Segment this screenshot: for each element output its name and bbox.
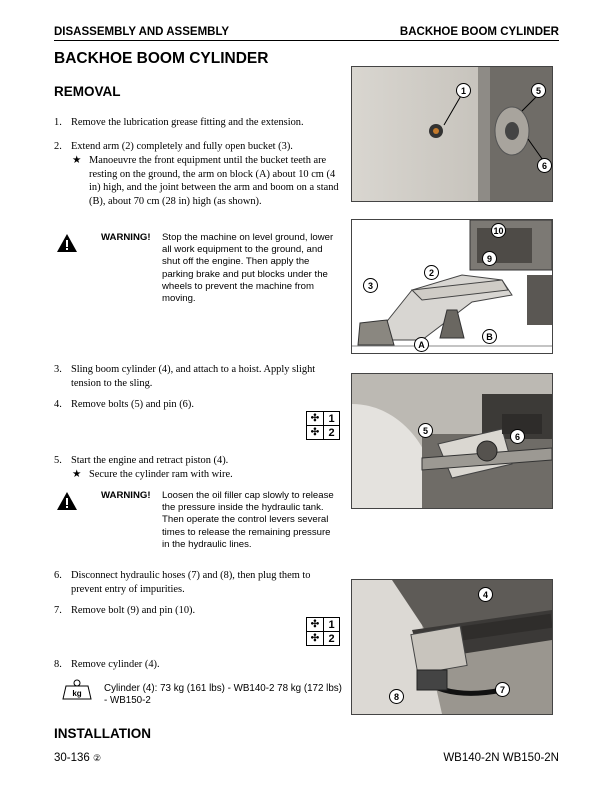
figure-2-photo	[351, 219, 553, 354]
tool-symbol-icon: ✣	[307, 632, 324, 645]
figure-callout: 9	[482, 251, 497, 266]
removal-heading: REMOVAL	[54, 84, 121, 99]
figure-callout: 10	[491, 223, 506, 238]
figure-4-photo	[351, 579, 553, 715]
star-icon: ★	[72, 469, 82, 480]
figure-callout: 6	[537, 158, 552, 173]
step-number: 8.	[54, 659, 62, 670]
step-number: 1.	[54, 117, 62, 128]
step-text: Remove the lubrication grease fitting and the extension.	[71, 117, 304, 128]
step-4	[54, 398, 342, 412]
step-text: Remove bolts (5) and pin (6).	[71, 399, 194, 410]
tool-reference-2: ✣ 2	[306, 631, 340, 646]
step-5	[54, 454, 342, 468]
installation-heading: INSTALLATION	[54, 726, 151, 741]
step-1	[54, 116, 342, 130]
step-number: 3.	[54, 364, 62, 375]
step-number: 7.	[54, 605, 62, 616]
step-text: Start the engine and retract piston (4).	[71, 455, 229, 466]
tool-reference-1: ✣ 1	[306, 617, 340, 632]
model-numbers: WB140-2N WB150-2N	[443, 752, 559, 764]
weight-kg-icon	[62, 678, 92, 705]
warning-triangle-icon	[56, 233, 78, 258]
tool-symbol-icon: ✣	[307, 426, 324, 439]
note-text: Manoeuvre the front equipment until the bucket teeth are resting on the ground, the arm on block (A) about 10 cm (4 in) high, and the joint between the arm and boom on a stand (B), about 70 cm (28 in) high (as shown).	[89, 155, 339, 207]
warning-label: WARNING!	[101, 232, 151, 243]
step-number: 2.	[54, 141, 62, 152]
revision-mark: ②	[93, 753, 102, 763]
figure-callout: 7	[495, 682, 510, 697]
step-number: 5.	[54, 455, 62, 466]
step-text: Extend arm (2) completely and fully open bucket (3).	[71, 141, 293, 152]
tool-reference-2: ✣ 2	[306, 425, 340, 440]
tool-symbol-icon: ✣	[307, 618, 324, 631]
tool-reference-1: ✣ 1	[306, 411, 340, 426]
step-2	[54, 140, 342, 154]
figure-callout: 6	[510, 429, 525, 444]
step-5-note	[72, 468, 344, 482]
note-text: Secure the cylinder ram with wire.	[89, 469, 233, 480]
tool-symbol-icon: ✣	[307, 412, 324, 425]
star-icon: ★	[72, 155, 82, 166]
step-number: 6.	[54, 570, 62, 581]
figure-callout: 2	[424, 265, 439, 280]
step-number: 4.	[54, 399, 62, 410]
figure-callout: A	[414, 337, 429, 352]
page-number: 30-136 ②	[54, 752, 102, 764]
weight-text: Cylinder (4): 73 kg (161 lbs) - WB140-2 78 kg (172 lbs) - WB150-2	[104, 683, 342, 707]
warning-text: Loosen the oil filler cap slowly to release the pressure inside the hydraulic tank. Then operate the control levers several times to release the remaining pressure in the hydraulic lines.	[162, 490, 334, 550]
figure-callout: 8	[389, 689, 404, 704]
step-text: Remove bolt (9) and pin (10).	[71, 605, 196, 616]
figure-callout: 5	[531, 83, 546, 98]
figure-callout: 3	[363, 278, 378, 293]
warning-text: Stop the machine on level ground, lower all work equipment to the ground, and shut off the engine. Then apply the parking brake and put blocks under the wheels to prevent the machine from moving.	[162, 232, 334, 305]
warning-label: WARNING!	[101, 490, 151, 501]
header-left: DISASSEMBLY AND ASSEMBLY	[54, 26, 230, 38]
step-7	[54, 604, 342, 618]
header-rule	[54, 40, 559, 41]
step-text: Disconnect hydraulic hoses (7) and (8), then plug them to prevent entry of impurities.	[71, 570, 311, 595]
step-8	[54, 658, 342, 672]
figure-callout: 4	[478, 587, 493, 602]
step-text: Sling boom cylinder (4), and attach to a hoist. Apply slight tension to the sling.	[71, 364, 316, 389]
step-3	[54, 363, 342, 390]
page-title: BACKHOE BOOM CYLINDER	[54, 50, 269, 67]
warning-triangle-icon	[56, 491, 78, 516]
figure-callout: 1	[456, 83, 471, 98]
figure-3-photo	[351, 373, 553, 509]
figure-1-photo	[351, 66, 553, 202]
step-text: Remove cylinder (4).	[71, 659, 160, 670]
figure-callout: B	[482, 329, 497, 344]
header-right: BACKHOE BOOM CYLINDER	[399, 26, 559, 38]
figure-callout: 5	[418, 423, 433, 438]
step-6	[54, 569, 342, 596]
svg-text:kg: kg	[72, 689, 82, 698]
step-2-note	[72, 154, 344, 208]
